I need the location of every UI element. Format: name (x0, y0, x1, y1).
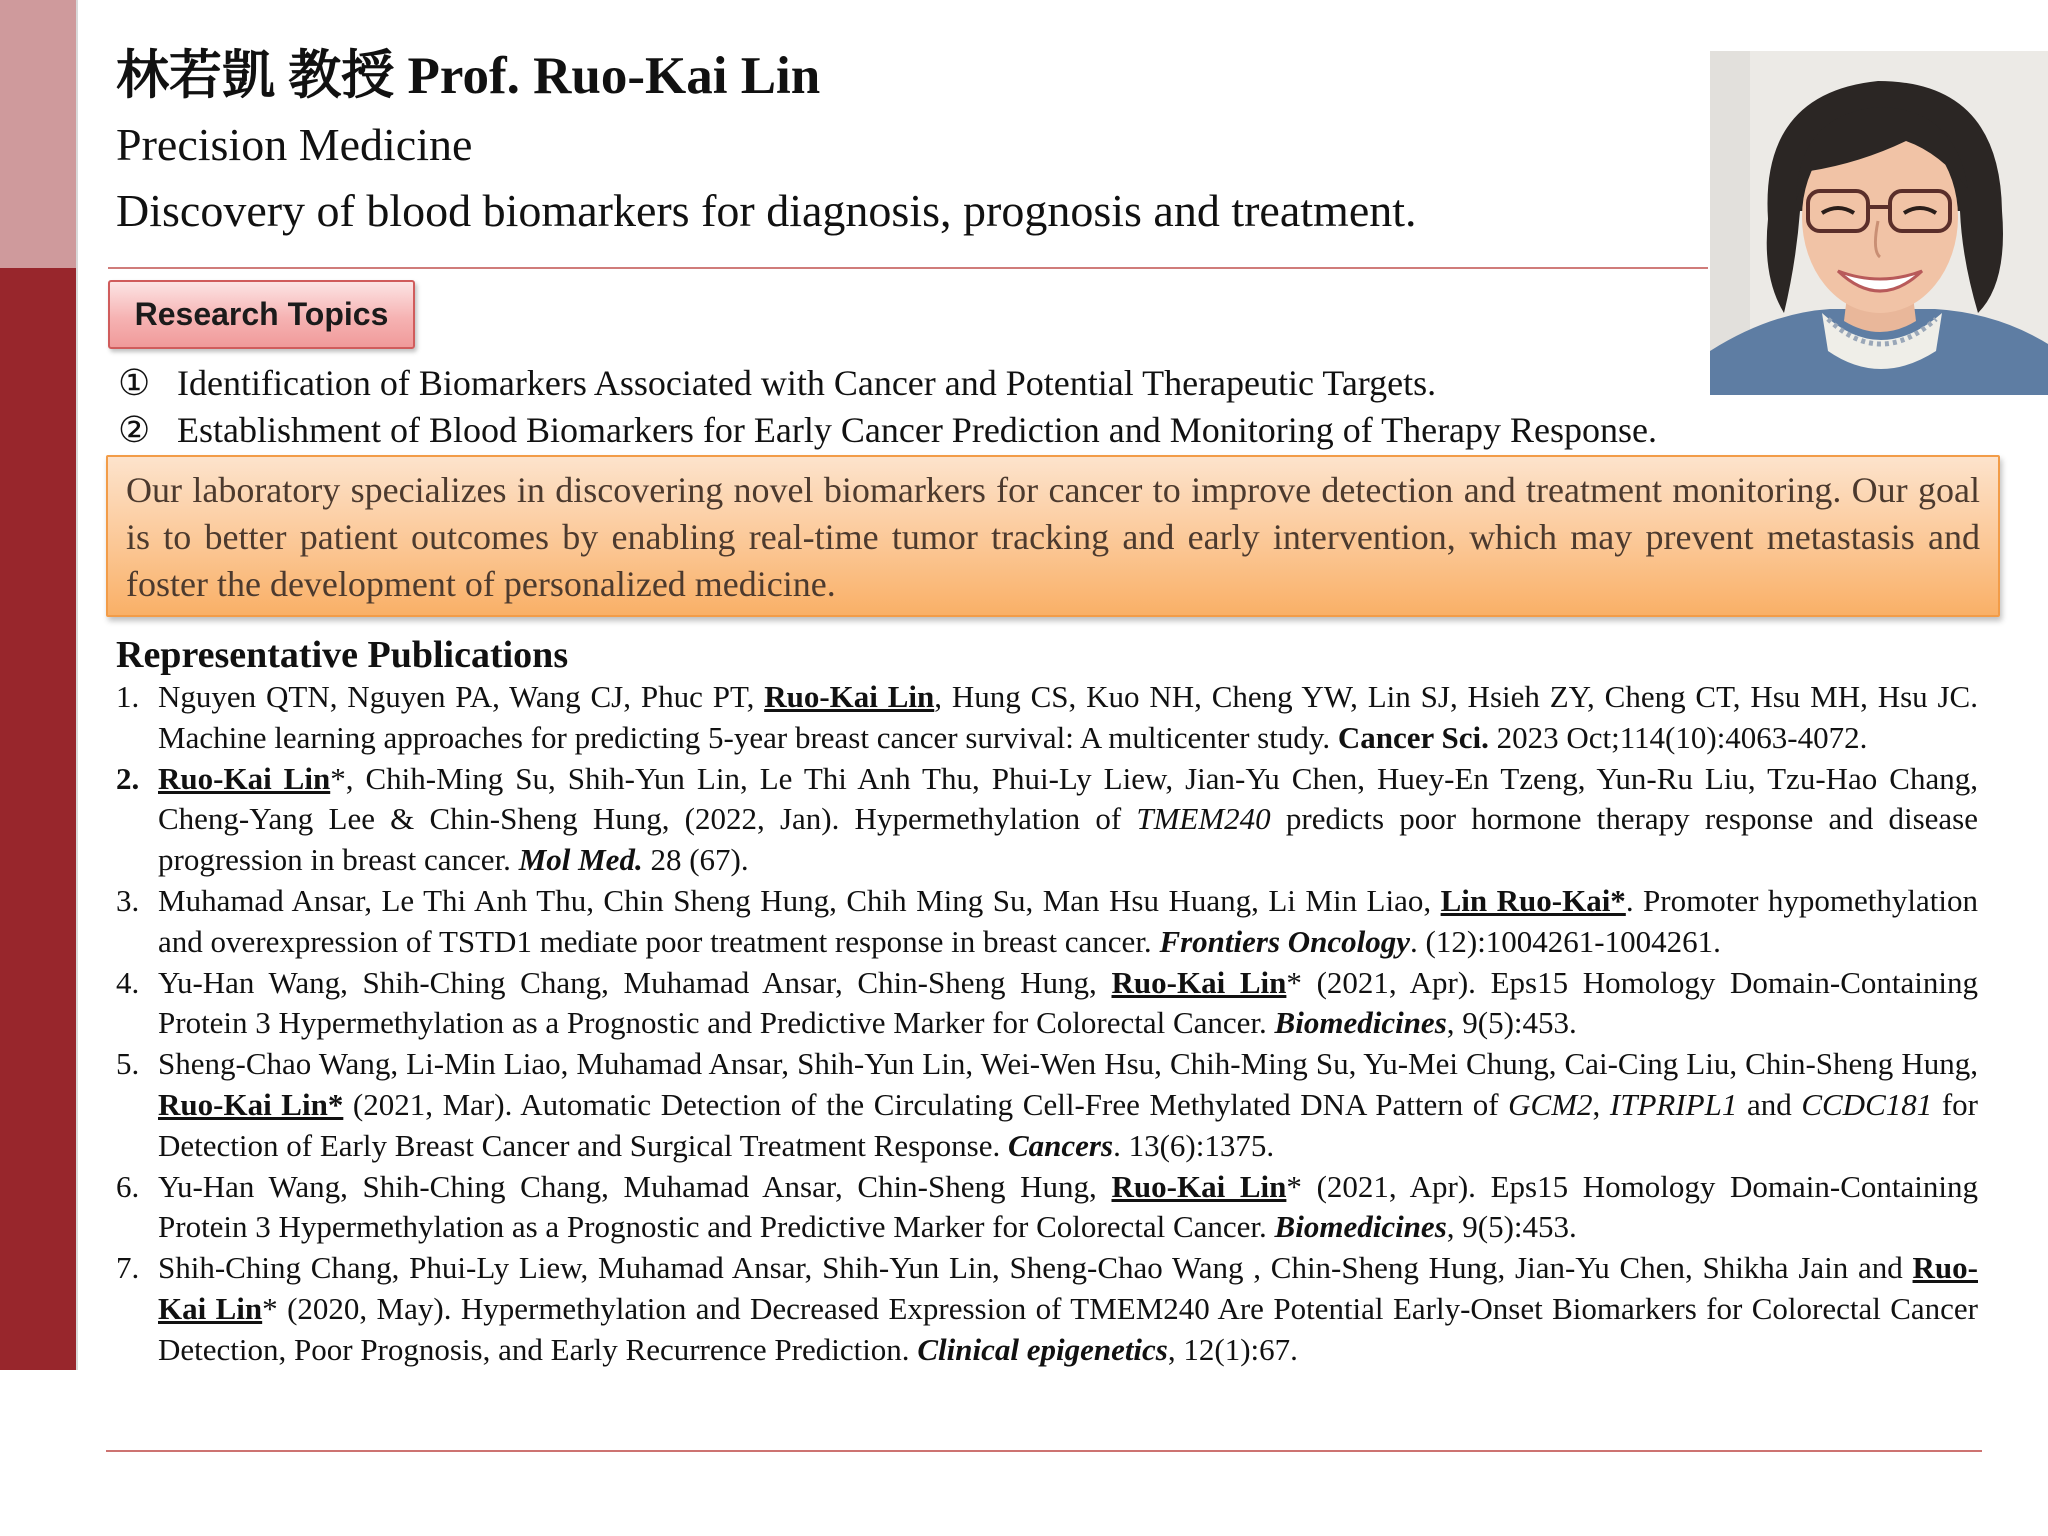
journal-name: Biomedicines (1274, 1209, 1447, 1245)
research-field: Precision Medicine (116, 119, 473, 170)
page-header (116, 40, 1676, 244)
publication-number: 3. (116, 882, 140, 918)
highlighted-author: Ruo-Kai Lin (764, 679, 935, 714)
sidebar-divider (76, 0, 78, 1370)
publication-item: 2. Ruo-Kai Lin*, Chih-Ming Su, Shih-Yun Lin, Le Thi Anh Thu, Phui-Ly Liew, Jian-Yu Chen, Huey-En Tzeng, Yun-Ru Liu, Tzu-Hao Chang, Cheng-Yang Lee & Chin-Sheng Hung, (2022, Jan). Hypermethylation of TMEM240 predicts poor hormone therapy response and disease progression in breast cancer. Mol Med. 28 (67). (116, 760, 1979, 878)
sidebar-accent-light (0, 0, 76, 268)
publication-number: 7. (116, 1250, 140, 1286)
highlighted-author: Ruo-Kai Lin (1111, 1168, 1287, 1204)
lab-summary-box (106, 455, 2000, 617)
highlighted-author: Ruo-Kai Lin* (158, 1086, 344, 1122)
publication-number: 1. (116, 679, 140, 714)
research-topics-list (118, 360, 2018, 454)
publication-number: 4. (116, 964, 140, 1000)
lab-summary-text: Our laboratory specializes in discovering novel biomarkers for cancer to improve detection and treatment monitoring. Our goal is to better patient outcomes by enabling real-time tumor tracking and early intervention, which may prevent metastasis and foster the development of personalized medicine. (126, 470, 1980, 604)
journal-name: Mol Med. (518, 842, 643, 878)
header-divider (108, 267, 1708, 269)
topic-number: ② (118, 410, 151, 450)
publication-item: 1. Nguyen QTN, Nguyen PA, Wang CJ, Phuc PT, Ruo-Kai Lin, Hung CS, Kuo NH, Cheng YW, Lin SJ, Hsieh ZY, Cheng CT, Hsu MH, Hsu JC. Machine learning approaches for predicting 5-year breast cancer survival: A multicenter study. Cancer Sci. 2023 Oct;114(10):4063-4072. (116, 679, 1978, 755)
portrait-photo (1710, 51, 2048, 395)
journal-name: Frontiers Oncology (1159, 923, 1411, 959)
page-title: 林若凱 教授 Prof. Ruo-Kai Lin (116, 47, 821, 105)
gene-name: ITPRIPL1 (1609, 1086, 1738, 1122)
highlighted-author: Ruo-Kai Lin (1111, 964, 1287, 1000)
gene-name: GCM2 (1508, 1086, 1593, 1122)
publication-item: 5. Sheng-Chao Wang, Li-Min Liao, Muhamad Ansar, Shih-Yun Lin, Wei-Wen Hsu, Chih-Ming Su, Yu-Mei Chung, Cai-Cing Liu, Chin-Sheng Hung, Ruo-Kai Lin* (2021, Mar). Automatic Detection of the Circulating Cell-Free Methylated DNA Pattern of GCM2, ITPRIPL1 and CCDC181 for Detection of Early Breast Cancer and Surgical Treatment Response. Cancers. 13(6):1375. (116, 1046, 1979, 1163)
journal-name: Clinical epigenetics (917, 1331, 1168, 1367)
list-item (118, 360, 2018, 407)
research-focus: Discovery of blood biomarkers for diagnosis, prognosis and treatment. (116, 185, 1417, 236)
research-topics-label: Research Topics (108, 280, 415, 349)
topic-text: Establishment of Blood Biomarkers for Early Cancer Prediction and Monitoring of Therapy Response. (177, 410, 1658, 450)
publications-heading: Representative Publications (116, 634, 569, 676)
journal-name: Cancer Sci. (1337, 719, 1489, 755)
publication-item: 3. Muhamad Ansar, Le Thi Anh Thu, Chin Sheng Hung, Chih Ming Su, Man Hsu Huang, Li Min Liao, Lin Ruo-Kai*. Promoter hypomethylation and overexpression of TSTD1 mediate poor treatment response in breast cancer. Frontiers Oncology. (12):1004261-1004261. (116, 882, 1978, 959)
publication-item: 4. Yu-Han Wang, Shih-Ching Chang, Muhamad Ansar, Chin-Sheng Hung, Ruo-Kai Lin* (2021, Apr). Eps15 Homology Domain-Containing Protein 3 Hypermethylation as a Prognostic and Predictive Marker for Colorectal Cancer. Biomedicines, 9(5):453. (116, 964, 1979, 1041)
list-item (118, 407, 2018, 454)
sidebar-accent-dark (0, 268, 76, 1370)
publications-list (116, 677, 1978, 1371)
highlighted-author: Ruo-Kai Lin (158, 760, 331, 796)
topic-text: Identification of Biomarkers Associated with Cancer and Potential Therapeutic Targets. (177, 363, 1437, 403)
journal-name: Biomedicines (1274, 1005, 1447, 1041)
highlighted-author: Ruo-Kai Lin (158, 1250, 1978, 1326)
highlighted-author: Lin Ruo-Kai* (1440, 882, 1626, 918)
footer-divider (106, 1450, 1982, 1452)
publication-number: 2. (116, 760, 140, 796)
topic-number: ① (118, 363, 151, 403)
gene-name: TMEM240 (1136, 801, 1271, 837)
publication-number: 6. (116, 1168, 140, 1204)
journal-name: Cancers (1008, 1127, 1114, 1163)
gene-name: CCDC181 (1801, 1086, 1933, 1122)
publication-number: 5. (116, 1046, 140, 1082)
publication-item: 7. Shih-Ching Chang, Phui-Ly Liew, Muhamad Ansar, Shih-Yun Lin, Sheng-Chao Wang , Chin-Sheng Hung, Jian-Yu Chen, Shikha Jain and Ruo-Kai Lin* (2020, May). Hypermethylation and Decreased Expression of TMEM240 Are Potential Early-Onset Biomarkers for Colorectal Cancer Detection, Poor Prognosis, and Early Recurrence Prediction. Clinical epigenetics, 12(1):67. (116, 1250, 1979, 1367)
publication-item: 6. Yu-Han Wang, Shih-Ching Chang, Muhamad Ansar, Chin-Sheng Hung, Ruo-Kai Lin* (2021, Apr). Eps15 Homology Domain-Containing Protein 3 Hypermethylation as a Prognostic and Predictive Marker for Colorectal Cancer. Biomedicines, 9(5):453. (116, 1168, 1979, 1245)
